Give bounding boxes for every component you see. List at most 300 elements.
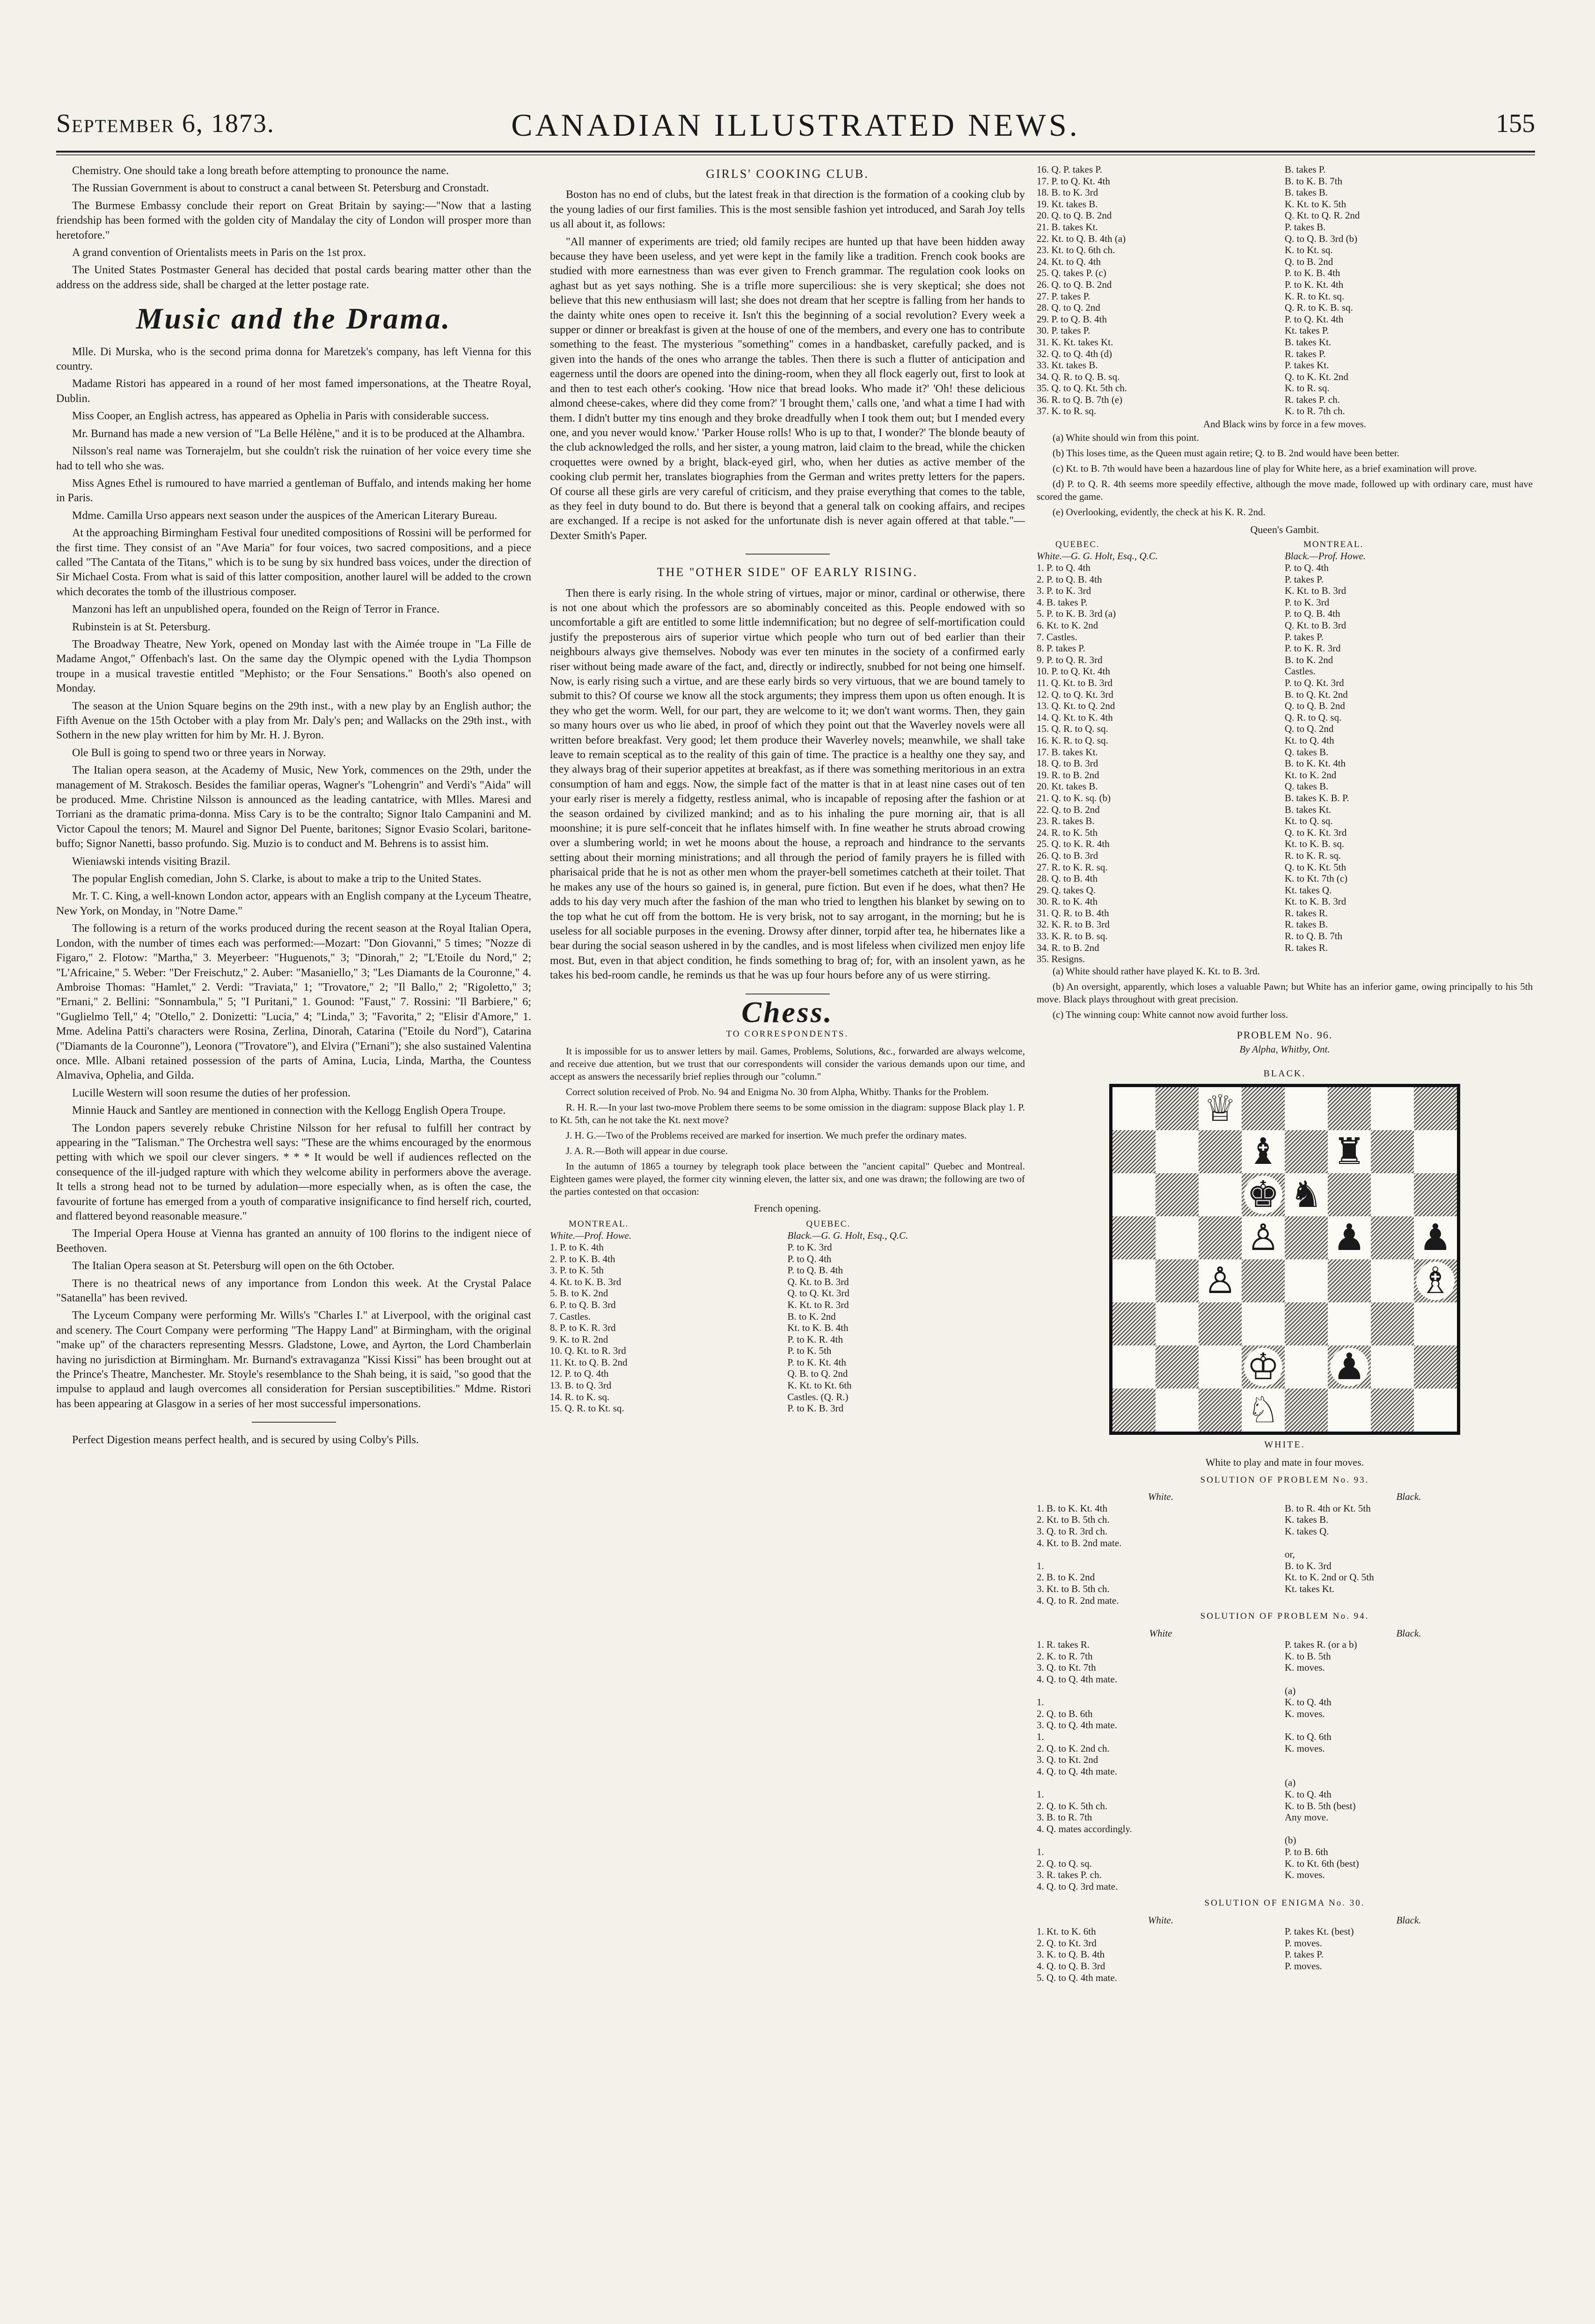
white-move: 16. Q. P. takes P. — [1037, 164, 1103, 175]
section-title-chess: Chess. — [741, 995, 834, 1029]
problem-title: PROBLEM No. 96. — [1236, 1029, 1333, 1041]
board-square — [1328, 1302, 1371, 1345]
black-move: K. Kt. to R. 3rd — [787, 1299, 849, 1310]
move-row — [1037, 1869, 1533, 1881]
white-move: 23. Kt. to Q. 6th ch. — [1037, 244, 1115, 256]
white-move: 22. Q. to B. 2nd — [1037, 804, 1100, 815]
move-row — [1037, 838, 1533, 850]
black-move: R. takes P. — [1285, 348, 1326, 359]
chess-piece-icon: ♜ — [1330, 1133, 1368, 1171]
black-move: P. to Q. B. 4th — [787, 1264, 843, 1276]
game-1-notes — [1037, 431, 1533, 519]
black-move: (a) — [1285, 1777, 1296, 1789]
music-drama-item: The popular English comedian, John S. Clarke, is about to make a trip to the United States. — [72, 873, 482, 885]
white-move: 2. Q. to Kt. 3rd — [1037, 1937, 1097, 1949]
board-square — [1414, 1345, 1457, 1389]
white-move: 5. Q. to Q. 4th mate. — [1037, 1972, 1118, 1983]
board-square — [1112, 1302, 1156, 1345]
move-row — [1037, 827, 1533, 839]
move-row — [1037, 896, 1533, 907]
black-move: B. to Q. Kt. 2nd — [1285, 688, 1348, 700]
white-move: 2. B. to K. 2nd — [1037, 1571, 1095, 1583]
board-square — [1156, 1302, 1199, 1345]
move-row — [1037, 1595, 1533, 1607]
white-move: 3. Q. to Q. 4th mate. — [1037, 1719, 1118, 1731]
board-square — [1156, 1173, 1199, 1216]
white-move: 2. P. to Q. B. 4th — [1037, 573, 1102, 585]
board-square — [1199, 1087, 1242, 1130]
music-drama-item: Mr. Burnand has made a new version of "La Belle Hélène," and it is to be produced at the Alhambra. — [72, 427, 525, 440]
black-move: B. takes P. — [1285, 164, 1326, 175]
move-row — [1037, 769, 1533, 781]
white-move: 10. Q. Kt. to R. 3rd — [550, 1345, 626, 1357]
game-2-notes — [1037, 965, 1533, 1021]
music-drama-item: The following is a return of the works produced during the recent season at the Royal Italian Opera, London, with the number of times each was performed:—Mozart: "Don Giovanni," 5 times; "Nozze di Figaro," 2. Flotow: "Martha," 3. Meyerbeer: "Huguenots," 3; "Dinorah," 2; "L'Etoile du Nord," 2; "L'Africaine," 5. Weber: "Der Freischutz," 2. Auber: "Masaniello," 3; "Les Diamants de la Couronne," 4. Ambroise Thomas: "Hamlet," 2. Verdi: "Traviata," 1; "Trovatore," 2; "Il Ballo," 2; "Rigoletto," 3; "Ernani," 2. Bellini: "Sonnambula," 5; "I Puritani," 1. Gounod: "Faust," 7. Rossini: "Il Barbiere," 6; "Guglielmo Tell," 4; "Otello," 2. Donizetti: "Lucia," 4; "Linda," 3; "Favorita," 2; "Elisir d'Amore," 1. Mme. Adelina Patti's characters were Rosina, Zerlina, Dinorah, Catarina ("Etoile du Nord"), Catarina ("Diamants de la Couronne"), Leonora ("Trovatore"), and Elvira ("Ernani"); she also sustained Valentina once. Mlle. Albani retained possession of the parts of Amina, Lucia, Linda, Martha, the Countess Almaviva, Ophelia, and Gilda. — [56, 922, 531, 1082]
game-note: (b) An oversight, apparently, which loses a valuable Pawn; but White has an inferior game, owing principally to his 5th move. Black plays throughout with great precision. — [1037, 980, 1533, 1005]
sol93-white: White. — [1148, 1491, 1174, 1503]
white-move — [1037, 1834, 1285, 1846]
black-move: Q. Kt. to B. 3rd — [1285, 620, 1346, 631]
board-square — [1371, 1216, 1414, 1259]
black-move — [1285, 1595, 1533, 1607]
black-move: K. Kt. to K. 5th — [1285, 198, 1346, 210]
board-square — [1328, 1130, 1371, 1173]
move-row — [1037, 654, 1533, 666]
black-move: K. to Q. 4th — [1285, 1696, 1332, 1708]
white-move — [1037, 1549, 1285, 1560]
move-row — [550, 1253, 1025, 1265]
game-1-moves — [550, 1242, 1025, 1414]
solution-93-title: SOLUTION OF PROBLEM No. 93. — [1200, 1475, 1369, 1485]
black-move: (b) — [1285, 1834, 1296, 1846]
board-square — [1328, 1345, 1371, 1389]
black-move: B. to K. 2nd — [787, 1310, 836, 1322]
black-move: K. takes Q. — [1285, 1526, 1329, 1537]
correspondent-note: In the autumn of 1865 a tourney by telegraph took place between the "ancient capital" Quebec and Montreal. Eighteen games were played, the former city winning eleven, the latter six, and one was drawn; the following are two of the parties contested on that occasion: — [550, 1161, 1025, 1198]
black-move: P. to K. B. 3rd — [787, 1403, 844, 1414]
white-move: 4. Q. to Q. B. 3rd — [1037, 1960, 1105, 1972]
move-row — [1037, 279, 1533, 291]
news-briefs — [56, 164, 531, 292]
black-move: B. to K. 2nd — [1285, 654, 1333, 665]
black-move: B. to K. 3rd — [1285, 1560, 1332, 1571]
black-move: P. takes Kt. (best) — [1285, 1926, 1354, 1937]
black-move: K. to Q. 4th — [1285, 1788, 1332, 1800]
divider — [252, 1422, 336, 1423]
move-row — [1037, 1800, 1533, 1812]
chess-problem-diagram — [1109, 1067, 1460, 1453]
game-1-result: And Black wins by force in a few moves. — [1203, 418, 1367, 430]
move-row — [1037, 723, 1533, 735]
white-move: 33. Kt. takes B. — [1037, 359, 1098, 371]
black-move: P. takes R. (or a b) — [1285, 1639, 1357, 1651]
music-drama-item: Nilsson's real name was Tornerajelm, but she couldn't risk the ruination of her voice every time she had to tell who she was. — [56, 445, 531, 472]
move-row — [1037, 175, 1533, 187]
black-move: K. to Q. 6th — [1285, 1731, 1332, 1742]
move-row — [1037, 953, 1533, 965]
correspondent-note: It is impossible for us to answer letters by mail. Games, Problems, Solutions, &c., forwarded are always welcome, and receive due attention, but we trust that our correspondents will consider the various demands upon our time, and accept as answers the necessarily brief replies through our "column." — [550, 1045, 1025, 1082]
black-move: P. to K. Kt. 4th — [787, 1356, 846, 1368]
board-square — [1156, 1087, 1199, 1130]
white-move — [1037, 1777, 1285, 1789]
black-move: Kt. takes Q. — [1285, 884, 1332, 896]
move-row — [1037, 256, 1533, 268]
black-move — [1285, 1754, 1533, 1766]
move-row — [550, 1287, 1025, 1299]
move-row — [550, 1264, 1025, 1276]
solution-94-title: SOLUTION OF PROBLEM No. 94. — [1200, 1611, 1369, 1622]
black-move: P. takes P. — [1285, 1949, 1324, 1960]
masthead — [56, 99, 1535, 153]
move-row — [1037, 1754, 1533, 1766]
chess-piece-icon: ♕ — [1201, 1089, 1239, 1128]
black-move: P. to K. B. 4th — [1285, 267, 1340, 279]
music-drama-item: Ole Bull is going to spend two or three years in Norway. — [72, 746, 326, 759]
white-move: 1. — [1037, 1560, 1044, 1571]
white-move: 24. R. to K. 5th — [1037, 826, 1098, 838]
move-row — [1037, 267, 1533, 279]
sol94-black: Black. — [1396, 1627, 1421, 1639]
move-row — [1037, 804, 1533, 816]
move-row — [1037, 1858, 1533, 1870]
black-move: B. takes Kt. — [1285, 804, 1332, 815]
move-row — [550, 1276, 1025, 1288]
music-drama-item: Mdme. Camilla Urso appears next season under the auspices of the American Literary Bureau. — [72, 509, 498, 522]
move-row — [550, 1345, 1025, 1357]
white-move: 19. Kt. takes B. — [1037, 198, 1098, 210]
move-row — [1037, 1571, 1533, 1583]
move-row — [1037, 1503, 1533, 1514]
black-move: Q. to K. Kt. 5th — [1285, 861, 1346, 873]
black-move: R. to K. R. sq. — [1285, 849, 1341, 861]
white-move: 31. K. Kt. takes Kt. — [1037, 336, 1113, 348]
music-drama-item: At the approaching Birmingham Festival four unedited compositions of Rossini will be performed for the first time. They consist of an "Ave Maria" for four voices, two sacred compositions, and a piece called "The Cantata of the Titans," which is to be sung by six hundred bass voices, under the direction of Sir Michael Costa. From what is said of this latter composition, another laurel will be added to the crown which decorates the tomb of the illustrious composer. — [56, 527, 531, 598]
move-row — [1037, 221, 1533, 233]
board-square — [1414, 1259, 1457, 1302]
move-row — [1037, 689, 1533, 701]
white-move: 1. — [1037, 1696, 1044, 1708]
board-square — [1242, 1302, 1285, 1345]
black-move: K. to Kt. 6th (best) — [1285, 1857, 1359, 1869]
move-row — [1037, 314, 1533, 325]
music-drama-item: Wieniawski intends visiting Brazil. — [72, 855, 230, 868]
white-move: 30. P. takes P. — [1037, 325, 1090, 336]
move-row — [1037, 1708, 1533, 1720]
board-square — [1199, 1259, 1242, 1302]
board-square — [1242, 1087, 1285, 1130]
article-title-cooking-club: GIRLS' COOKING CLUB. — [706, 167, 869, 181]
chess-piece-icon: ♟ — [1416, 1219, 1455, 1257]
black-move: Any move. — [1285, 1812, 1329, 1823]
move-row — [550, 1334, 1025, 1345]
divider — [746, 554, 830, 555]
black-move: P. takes B. — [1285, 221, 1326, 233]
music-drama-item: The Imperial Opera House at Vienna has granted an annuity of 100 florins to the indigent niece of Beethoven. — [56, 1228, 531, 1255]
move-row — [1037, 1696, 1533, 1708]
game-2-header — [1037, 539, 1533, 562]
black-move: Q. to Q. Kt. 3rd — [787, 1287, 849, 1299]
board-square — [1328, 1173, 1371, 1216]
black-move: Castles. (Q. R.) — [787, 1391, 849, 1403]
article-paragraph: Then there is early rising. In the whole string of virtues, major or minor, cardinal or otherwise, there is not one about which the professors are so abominably conceited as this. People endowed with so uncomfortable a gift are entitled to some little indemnification; but no degree of self-mortification could justify the preposterous airs of superior virtue which people who turn out of bed earlier than their neighbours always give themselves. Nobody was ever ten minutes in the society of a confirmed early riser without being made aware of the fact, and, directly or indirectly, snubbed for not being one himself. Now, is early rising such a virtue, and are these early birds so very virtuous, that we are bound tamely to submit to this? Of course we know all the stock arguments; they impress them upon us often enough. It is they who get the worm. Well, for our part, they are welcome to it; we don't want worms. Then, they gain so many hours over us who lie abed, in proof of which they point out that the Waverley novels were all written before breakfast. Very good; let them produce their Waverley novels; meanwhile, we shall take leave to remain sceptical as to the reality of this gain of time. The practice is a healthy one they say, and they always brag of their superior appetites at breakfast, as if there was something meritorious in an extra consumption of ham and eggs. Now, the simple fact of the matter is that in at least nine cases out of ten your early riser is merely a fidgetty, restless animal, who is incapable of reposing after the fashion or at the season ordained by civilized mankind; and as to his inhaling the pure morning air, that is all moonshine; it is pure self-conceit that he inflates himself with. In fine weather he struts abroad crowing over a slumbering world; in wet he moons about the house, a reproach and hindrance to the servants setting about their morning ministrations; and all through the period of family prayers he is filled with pharisaical pride that he is not as other men whom the prayer-bell sometimes catcheth at their toilet. That he makes any use of the hours so gained is, in general, pure fiction. But even if he does, what then? He adds to his day very much after the fashion of the man who tried to lengthen his blanket by sewing on to the top what he cut off from the bottom. He is very brisk, not to say arrogant, in the morning; but he is useless for all sociable purposes in the evening. Drowsy after dinner, torpid after tea, he hibernates like a bear during the social season ushered in by the candles, and is most lifeless when civilized men enjoy life most. But, even in that abject condition, he finds something to brag of; for, with an insolent yawn, as he takes his bed-room candle, he reminds us that he was up four hours before any of us were stirring. — [550, 587, 1025, 982]
problem-author: By Alpha, Whitby, Ont. — [1239, 1044, 1330, 1055]
page-number: 155 — [1496, 109, 1535, 138]
move-row — [1037, 1789, 1533, 1800]
white-move: 2. Q. to K. 5th ch. — [1037, 1800, 1108, 1812]
move-row — [1037, 1881, 1533, 1893]
move-row — [1037, 700, 1533, 712]
article-paragraph: "All manner of experiments are tried; old family recipes are hunted up that have been hidden away because they have been useless, and yet were kept in the family like a tradition. French cook books are studied with more earnestness than was ever given to French grammar. The regulation cook looks on aghast but as yet says nothing. She is a trifle more supercilious: she is very skeptical; she does not believe that this new enthusiasm will last; she does not dream that her sceptre is falling from her hands to the dainty white ones open to receive it. Isn't this the beginning of a social revolution? Every week a supper or dinner or breakfast is given at the house of one of the members, and every one has to contribute something to the feast. The mysterious "something" comes in a handbasket, carefully packed, and is given into the hands of the ones who arrange the tables. Then there is such a flutter of anticipation and eagerness until the doors are opened into the dining-room, when they all flock eagerly out, first to look at and then to test each other's cooking. 'How nice that bread looks. Who made it?' 'Oh! these delicious almond cheese-cakes, where did they come from?' 'I brought them,' calls one, 'and what a time I had with them. I didn't butter my tins enough and they broke dreadfully when I took them out; but I mended every one, and you never would know.' 'Parker House rolls! Who is up to that, I wonder?' The blonde beauty of the club acknowledged the rolls, and her sister, a young matron, laid claim to the bread, while the chicken croquettes were owned by a bright, black-eyed girl, who, when her duties as active member of the cooking club permit her, translates biographies from the German and writes pretty letters for the papers. Of course all these girls are very careful of criticism, and they praise everything that comes to the table, as they feel in duty bound to do. But there is beyond that a general talk on cooking affairs, and recipes are exchanged. If a recipe is not asked for the unfortunate dish is never again offered at that table."—Dexter Smith's Paper. — [550, 235, 1025, 542]
white-move: 1. — [1037, 1846, 1044, 1857]
black-move: Kt. to K. B. sq. — [1285, 838, 1345, 850]
move-row — [550, 1368, 1025, 1380]
game-1-right-city: QUEBEC. — [806, 1219, 851, 1229]
black-move: Kt. to Q. sq. — [1285, 815, 1333, 827]
move-row — [1037, 164, 1533, 175]
news-brief: A grand convention of Orientalists meets in Paris on the 1st prox. — [72, 247, 366, 259]
move-row — [1037, 735, 1533, 746]
move-row — [1037, 1777, 1533, 1789]
newspaper-title: CANADIAN ILLUSTRATED NEWS. — [511, 107, 1080, 143]
solution-93-moves — [1037, 1503, 1533, 1606]
move-row — [1037, 1846, 1533, 1858]
move-row — [1037, 302, 1533, 314]
black-move: P. to Q. Kt. 4th — [1285, 313, 1344, 325]
black-move: R. to Q. B. 7th — [1285, 930, 1343, 942]
white-move: 6. P. to Q. B. 3rd — [550, 1299, 616, 1310]
black-move: Kt. to K. 2nd — [1285, 769, 1337, 781]
black-move: K. to R. 7th ch. — [1285, 405, 1345, 417]
move-row — [1037, 1834, 1533, 1846]
move-row — [1037, 291, 1533, 302]
news-brief: The Russian Government is about to construct a canal between St. Petersburg and Cronstadt. — [72, 182, 489, 195]
white-move: 12. Q. to Q. Kt. 3rd — [1037, 688, 1113, 700]
move-row — [1037, 1743, 1533, 1754]
black-move: P. takes P. — [1285, 573, 1324, 585]
black-move: K. R. to Kt. sq. — [1285, 290, 1345, 302]
move-row — [1037, 873, 1533, 884]
board-square — [1112, 1130, 1156, 1173]
board-square — [1156, 1130, 1199, 1173]
music-drama-item: The London papers severely rebuke Christine Nilsson for her refusal to fulfill her contract by appearing in the "Talisman." The Orchestra well says: "These are the whims encouraged by the enormous petting with which we spoil our clever singers. * * * It would be well if audiences reflected on the consequence of the ill-judged rapture with which they welcome ability in performers above the average. It tells a strong head not to be turned by adulation—more especially when, as is often the case, the favourite of fortune has emerged from a youth of comparative insignificance to find herself rich, courted, and flattered beyond reasonable measure." — [56, 1122, 531, 1222]
board-square — [1199, 1345, 1242, 1389]
solution-94-moves — [1037, 1639, 1533, 1892]
black-move: Q. to Q. B. 2nd — [1285, 700, 1345, 712]
white-move: 28. Q. to Q. 2nd — [1037, 302, 1100, 314]
correspondent-note: J. H. G.—Two of the Problems received are marked for insertion. We much prefer the ordinary mates. — [566, 1130, 967, 1141]
music-drama-item: Mr. T. C. King, a well-known London actor, appears with an English company at the Lyceum Theatre, New York, on Monday, in "Notre Dame." — [56, 890, 531, 917]
white-move: 17. B. takes Kt. — [1037, 746, 1098, 758]
black-move: K. moves. — [1285, 1742, 1325, 1754]
black-move: B. to K. Kt. 4th — [1285, 758, 1346, 769]
white-move: 15. Q. R. to Kt. sq. — [550, 1403, 624, 1414]
news-brief: The United States Postmaster General has decided that postal cards bearing matter other than the address on the address side, shall be charged at the letter postage rate. — [56, 264, 531, 291]
move-row — [1037, 198, 1533, 210]
black-move — [1285, 1719, 1533, 1731]
move-row — [1037, 585, 1533, 597]
sol94-white: White — [1149, 1627, 1172, 1639]
move-row — [550, 1391, 1025, 1403]
move-row — [1037, 1639, 1533, 1651]
music-drama-item: Madame Ristori has appeared in a round of her most famed impersonations, at the Theatre Royal, Dublin. — [56, 378, 531, 405]
white-move: 20. Q. to Q. B. 2nd — [1037, 210, 1112, 221]
white-move: 1. R. takes R. — [1037, 1639, 1090, 1651]
move-row — [1037, 1823, 1533, 1835]
black-move: Q. to K. Kt. 3rd — [1285, 826, 1347, 838]
article-cooking-club — [550, 188, 1025, 543]
move-row — [1037, 1960, 1533, 1972]
board-square — [1112, 1173, 1156, 1216]
black-move: R. takes P. ch. — [1285, 394, 1340, 405]
enigma-30-header — [1037, 1915, 1533, 1926]
move-row — [1037, 359, 1533, 371]
move-row — [1037, 325, 1533, 336]
chess-piece-icon: ♞ — [1287, 1176, 1325, 1214]
move-row — [1037, 608, 1533, 620]
move-row — [1037, 1514, 1533, 1526]
white-move: 28. Q. to B. 4th — [1037, 873, 1098, 884]
move-row — [1037, 620, 1533, 631]
black-move: Q. R. to K. B. sq. — [1285, 302, 1353, 314]
white-move: 5. P. to K. B. 3rd (a) — [1037, 608, 1116, 620]
game-note: (c) The winning coup: White cannot now avoid further loss. — [1053, 1009, 1288, 1020]
white-move: 30. R. to K. 4th — [1037, 896, 1098, 907]
black-move: Q. B. to Q. 2nd — [787, 1368, 848, 1380]
white-move: 10. P. to Q. Kt. 4th — [1037, 665, 1110, 677]
black-move: Kt. to K. B. 3rd — [1285, 896, 1346, 907]
board-square — [1371, 1302, 1414, 1345]
black-move: P. to K. 3rd — [1285, 596, 1330, 608]
move-row — [1037, 210, 1533, 221]
move-row — [1037, 781, 1533, 792]
white-move: 9. K. to R. 2nd — [550, 1333, 608, 1345]
column-2 — [550, 164, 1025, 1414]
black-move: R. takes R. — [1285, 942, 1328, 953]
board-square — [1371, 1130, 1414, 1173]
black-move: Kt. takes P. — [1285, 325, 1329, 336]
white-move: 35. Q. to Q. Kt. 5th ch. — [1037, 382, 1127, 394]
black-move: K. moves. — [1285, 1869, 1325, 1881]
black-move: Q. Kt. to Q. R. 2nd — [1285, 210, 1360, 221]
move-row — [550, 1299, 1025, 1311]
black-move: P. moves. — [1285, 1937, 1322, 1949]
music-drama-item: Mlle. Di Murska, who is the second prima donna for Maretzek's company, has left Vienna for this country. — [56, 345, 531, 373]
white-move: 27. P. takes P. — [1037, 290, 1090, 302]
white-move: 29. Q. takes Q. — [1037, 884, 1096, 896]
white-move: 25. Q. to K. R. 4th — [1037, 838, 1110, 850]
music-drama-item: The Lyceum Company were performing Mr. Wills's "Charles I." at Liverpool, with the original cast and scenery. The Court Company were performing "The Happy Land" at Birmingham, with the original "make up" of the characters representing Messrs. Gladstone, Lowe, and Ayrton, the Lord Chamberlain having no jurisdiction at Birmingham. Mr. Burnand's extravaganza "Kissi Kissi" has been brought out at the Prince's Theatre, Manchester. Mr. Stoyle's resemblance to the Shah being, it is said, "so good that the impulse to applaud and laugh overcomes all consideration for Persian susceptibilities." Mdme. Ristori has been appearing at Glasgow in a series of her most successful impersonations. — [56, 1309, 531, 1410]
game-1-black-player: Black.—G. G. Holt, Esq., Q.C. — [787, 1230, 908, 1242]
black-move: Kt. to K. B. 4th — [787, 1322, 849, 1334]
board-square — [1285, 1345, 1328, 1389]
black-move: P. to K. 5th — [787, 1345, 832, 1357]
white-move: 19. R. to B. 2nd — [1037, 769, 1099, 781]
black-move: P. takes P. — [1285, 631, 1324, 643]
board-square — [1199, 1130, 1242, 1173]
move-row — [1037, 1526, 1533, 1537]
black-move: R. takes B. — [1285, 919, 1328, 930]
move-row — [1037, 1674, 1533, 1685]
move-row — [1037, 348, 1533, 360]
news-brief: Chemistry. One should take a long breath before attempting to pronounce the name. — [72, 165, 449, 177]
move-row — [1037, 665, 1533, 677]
white-move: 1. Kt. to K. 6th — [1037, 1926, 1096, 1937]
board-square — [1112, 1389, 1156, 1432]
black-move: Q. R. to Q. sq. — [1285, 711, 1342, 723]
white-move: 13. B. to Q. 3rd — [550, 1380, 612, 1391]
black-move — [1285, 953, 1533, 965]
black-move — [1285, 1537, 1533, 1549]
move-row — [550, 1242, 1025, 1253]
black-move: Kt. to Q. 4th — [1285, 734, 1334, 746]
game-note: (a) White should win from this point. — [1053, 432, 1199, 444]
move-row — [1037, 677, 1533, 689]
black-move: R. takes R. — [1285, 907, 1328, 919]
game-note: (e) Overlooking, evidently, the check at his K. R. 2nd. — [1053, 506, 1266, 518]
black-move: B. takes Kt. — [1285, 336, 1332, 348]
black-move — [1285, 1674, 1533, 1685]
black-move: P. to K. R. 4th — [787, 1333, 843, 1345]
black-move: P. to Q. 4th — [1285, 562, 1329, 574]
board-square — [1328, 1087, 1371, 1130]
move-row — [1037, 1926, 1533, 1937]
move-row — [550, 1311, 1025, 1323]
black-move: Kt. to K. 2nd or Q. 5th — [1285, 1571, 1374, 1583]
white-move: 21. Q. to K. sq. (b) — [1037, 792, 1111, 804]
enigma-30-title: SOLUTION OF ENIGMA No. 30. — [1204, 1898, 1365, 1908]
move-row — [1037, 597, 1533, 608]
chess-board — [1109, 1084, 1460, 1435]
black-move: B. to K. B. 7th — [1285, 175, 1343, 187]
column-3 — [1037, 164, 1533, 1983]
move-row — [1037, 1949, 1533, 1960]
black-move: B. to R. 4th or Kt. 5th — [1285, 1502, 1371, 1514]
black-move — [1285, 1766, 1533, 1777]
white-move: 8. P. to K. R. 3rd — [550, 1322, 616, 1334]
move-row — [1037, 1685, 1533, 1697]
game-note: (b) This loses time, as the Queen must again retire; Q. to B. 2nd would have been better. — [1053, 447, 1399, 459]
white-move: 3. B. to R. 7th — [1037, 1812, 1092, 1823]
chess-piece-icon: ♗ — [1416, 1262, 1455, 1300]
black-move: P. to K. 3rd — [787, 1241, 832, 1253]
white-move: 34. R. to B. 2nd — [1037, 942, 1099, 953]
move-row — [1037, 884, 1533, 896]
move-row — [1037, 1583, 1533, 1595]
white-move: 25. Q. takes P. (c) — [1037, 267, 1106, 279]
chess-piece-icon: ♘ — [1244, 1391, 1282, 1429]
black-move: Q. to B. 2nd — [1285, 256, 1333, 267]
move-row — [1037, 574, 1533, 585]
black-move: P. to Q. 4th — [787, 1253, 832, 1264]
white-move: 7. Castles. — [550, 1310, 591, 1322]
move-row — [1037, 1766, 1533, 1777]
board-square — [1371, 1087, 1414, 1130]
correspondent-note: R. H. R.—In your last two-move Problem there seems to be some omission in the diagram: suppose Black play 1. P. to Kt. 5th, can he not take the Kt. next move? — [550, 1102, 1025, 1126]
chess-piece-icon: ♙ — [1201, 1262, 1239, 1300]
white-move: 20. Kt. takes B. — [1037, 781, 1098, 792]
white-move: 2. Q. to B. 6th — [1037, 1708, 1093, 1719]
move-row — [1037, 405, 1533, 417]
white-move: 15. Q. R. to Q. sq. — [1037, 723, 1108, 735]
white-move: 2. Kt. to B. 5th ch. — [1037, 1514, 1110, 1526]
music-drama-item: The Broadway Theatre, New York, opened on Monday last with the Aimée troupe in "La Fille de Madame Angot," Offenbach's last. On the same day the Olympic opened with the Lydia Thompson troupe in a musical travestie entitled "Mephisto; or the Four Sensations." Booth's also opened on Monday. — [56, 638, 531, 695]
header-rule — [56, 154, 1535, 155]
board-square — [1285, 1302, 1328, 1345]
board-square — [1242, 1173, 1285, 1216]
board-square — [1242, 1130, 1285, 1173]
black-move: K. moves. — [1285, 1662, 1325, 1674]
board-square — [1156, 1389, 1199, 1432]
